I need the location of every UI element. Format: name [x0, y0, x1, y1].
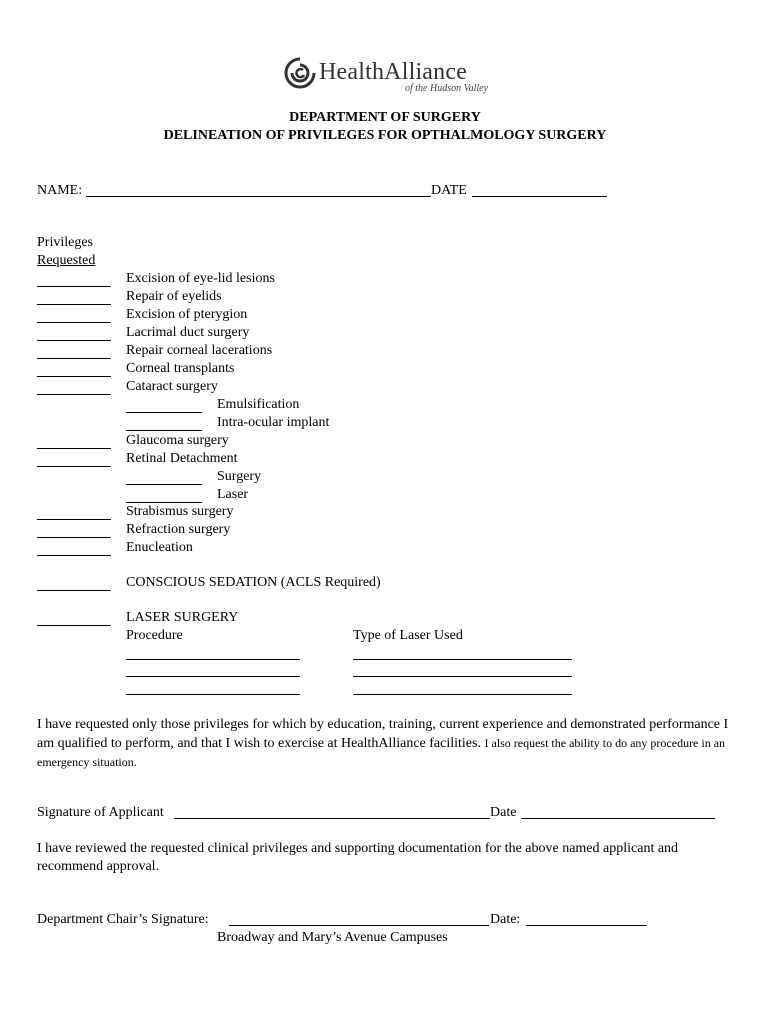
- sub-privilege-blank[interactable]: [126, 412, 202, 413]
- privilege-item: Lacrimal duct surgery: [126, 325, 250, 340]
- name-label: NAME:: [37, 183, 83, 198]
- laser-type-label: Type of Laser Used: [353, 628, 463, 643]
- department-heading: DEPARTMENT OF SURGERY: [289, 110, 481, 125]
- emergency-text: I also request the ability to do any procedure in an emergency situation.: [37, 736, 726, 769]
- privilege-blank[interactable]: [37, 555, 111, 556]
- privileges-heading: Privileges: [37, 235, 93, 250]
- sub-privilege-blank[interactable]: [126, 484, 202, 485]
- privilege-blank[interactable]: [37, 448, 111, 449]
- procedure-field[interactable]: [126, 659, 300, 660]
- logo-swirl-icon: [283, 56, 317, 90]
- privilege-blank[interactable]: [37, 466, 111, 467]
- chair-signature-label: Department Chair’s Signature:: [37, 912, 209, 927]
- sub-privilege-item: Laser: [217, 487, 249, 502]
- sub-privilege-item: Intra-ocular implant: [217, 415, 330, 430]
- footer-campuses: Broadway and Mary’s Avenue Campuses: [217, 930, 448, 945]
- attestation-text: I have requested only those privileges for which by education, training, current experience and demonstrated performance I am qualified to perform, and that I wish to exercise at HealthAlliance facilities.: [37, 717, 729, 751]
- privilege-item: Enucleation: [126, 540, 193, 555]
- date-field[interactable]: [472, 196, 607, 197]
- privilege-item: Excision of pterygion: [126, 307, 248, 322]
- privilege-blank[interactable]: [37, 322, 111, 323]
- chair-signature-field[interactable]: [229, 925, 489, 926]
- privilege-blank[interactable]: [37, 286, 111, 287]
- form-title: DELINEATION OF PRIVILEGES FOR OPTHALMOLOGY SURGERY: [163, 128, 607, 143]
- applicant-signature-field[interactable]: [174, 818, 490, 819]
- laser-type-field[interactable]: [353, 694, 572, 695]
- procedure-field[interactable]: [126, 676, 300, 677]
- applicant-date-field[interactable]: [521, 818, 715, 819]
- privilege-blank[interactable]: [37, 394, 111, 395]
- privilege-item: Retinal Detachment: [126, 451, 238, 466]
- review-paragraph: I have reviewed the requested clinical privileges and supporting documentation for the above named applicant and recommend approval.: [37, 841, 679, 874]
- privilege-item: Corneal transplants: [126, 361, 235, 376]
- privilege-blank[interactable]: [37, 519, 111, 520]
- sub-privilege-blank[interactable]: [126, 430, 202, 431]
- privilege-item: Excision of eye-lid lesions: [126, 271, 275, 286]
- date-label: DATE: [431, 183, 467, 198]
- healthalliance-logo: [283, 56, 513, 102]
- privilege-blank[interactable]: [37, 537, 111, 538]
- laser-type-field[interactable]: [353, 676, 572, 677]
- sedation-item: CONSCIOUS SEDATION (ACLS Required): [126, 575, 381, 590]
- privilege-item: Cataract surgery: [126, 379, 218, 394]
- privilege-blank[interactable]: [37, 304, 111, 305]
- logo-subtitle: of the Hudson Valley: [405, 83, 489, 94]
- privilege-item: Strabismus surgery: [126, 504, 234, 519]
- attestation-paragraph: [37, 716, 747, 772]
- requested-heading: Requested: [37, 253, 96, 268]
- applicant-signature-label: Signature of Applicant: [37, 805, 164, 820]
- privilege-item: Repair corneal lacerations: [126, 343, 273, 358]
- privilege-blank[interactable]: [37, 340, 111, 341]
- applicant-date-label: Date: [490, 805, 517, 820]
- sedation-blank[interactable]: [37, 590, 111, 591]
- chair-date-field[interactable]: [526, 925, 647, 926]
- laser-title: LASER SURGERY: [126, 610, 239, 625]
- privilege-blank[interactable]: [37, 376, 111, 377]
- chair-date-label: Date:: [490, 912, 521, 927]
- procedure-field[interactable]: [126, 694, 300, 695]
- procedure-label: Procedure: [126, 628, 183, 643]
- privilege-item: Repair of eyelids: [126, 289, 222, 304]
- sub-privilege-item: Surgery: [217, 469, 262, 484]
- laser-blank[interactable]: [37, 625, 111, 626]
- name-field[interactable]: [86, 196, 431, 197]
- logo-name: HealthAlliance: [319, 59, 468, 85]
- privilege-item: Glaucoma surgery: [126, 433, 229, 448]
- sub-privilege-item: Emulsification: [217, 397, 300, 412]
- privilege-item: Refraction surgery: [126, 522, 231, 537]
- laser-type-field[interactable]: [353, 659, 572, 660]
- privilege-blank[interactable]: [37, 358, 111, 359]
